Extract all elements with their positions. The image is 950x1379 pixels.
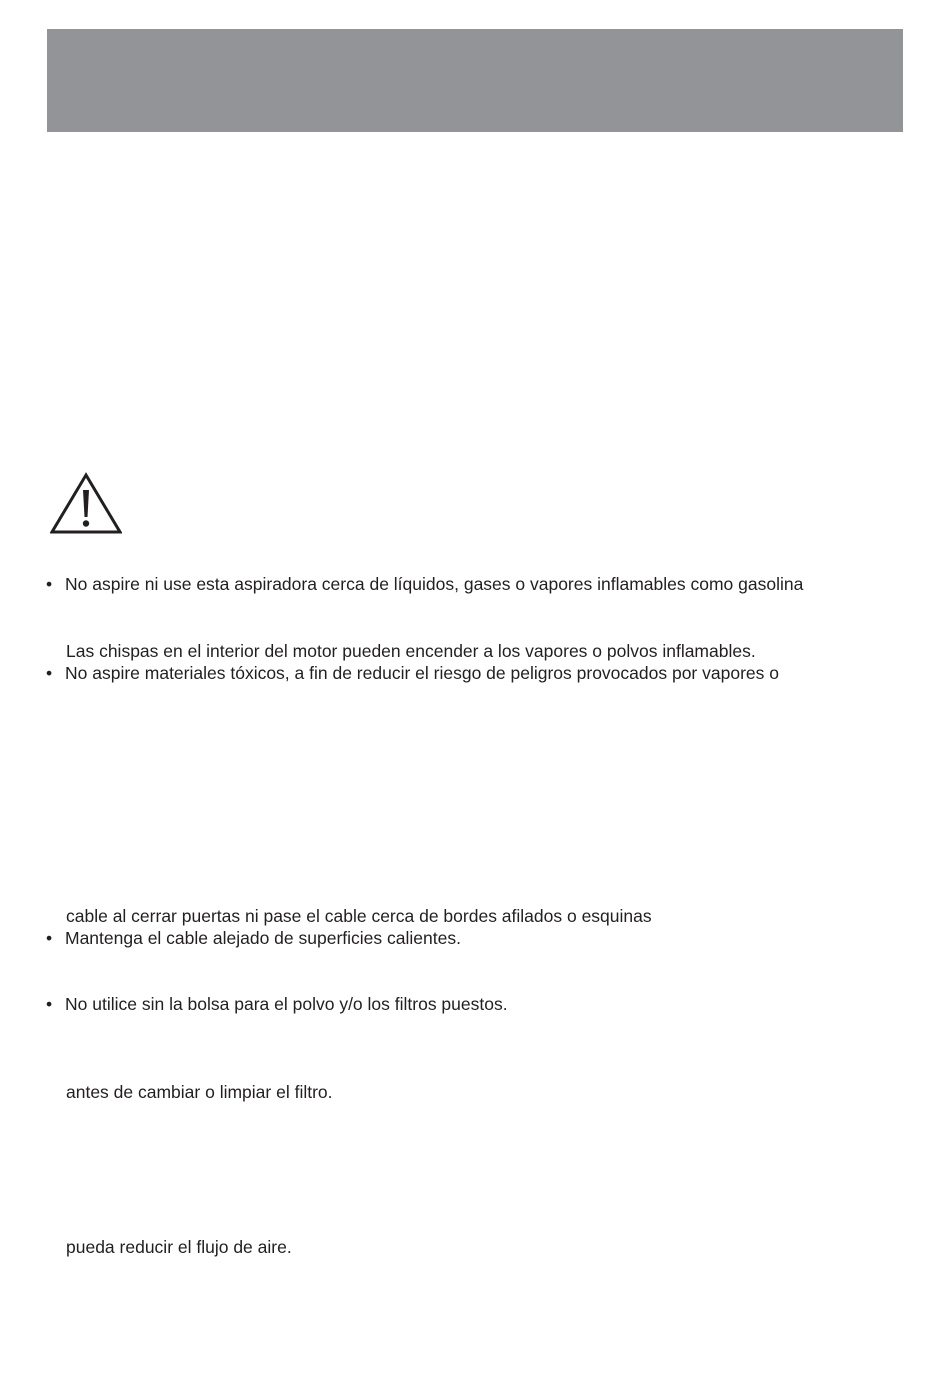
warning-text-line: No aspire materiales tóxicos, a fin de reducir el riesgo de peligros provocados por vapores o bbox=[65, 663, 779, 683]
warning-text-line: No aspire ni use esta aspiradora cerca de líquidos, gases o vapores inflamables como gasolina bbox=[65, 574, 804, 594]
bullet-marker: • bbox=[46, 928, 53, 948]
warning-text-line: Las chispas en el interior del motor pueden encender a los vapores o polvos inflamables. bbox=[66, 641, 756, 661]
bullet-marker: • bbox=[46, 663, 53, 683]
bullet-marker: • bbox=[46, 994, 53, 1014]
warning-triangle-icon bbox=[50, 472, 122, 536]
bullet-marker: • bbox=[46, 574, 53, 594]
warning-text-line: antes de cambiar o limpiar el filtro. bbox=[66, 1082, 333, 1102]
warning-text-line: pueda reducir el flujo de aire. bbox=[66, 1237, 292, 1257]
warning-text-line: No utilice sin la bolsa para el polvo y/o los filtros puestos. bbox=[65, 994, 508, 1014]
warning-text-line: Mantenga el cable alejado de superficies calientes. bbox=[65, 928, 461, 948]
header-band bbox=[47, 29, 903, 132]
warning-text-line: cable al cerrar puertas ni pase el cable cerca de bordes afilados o esquinas bbox=[66, 906, 652, 926]
